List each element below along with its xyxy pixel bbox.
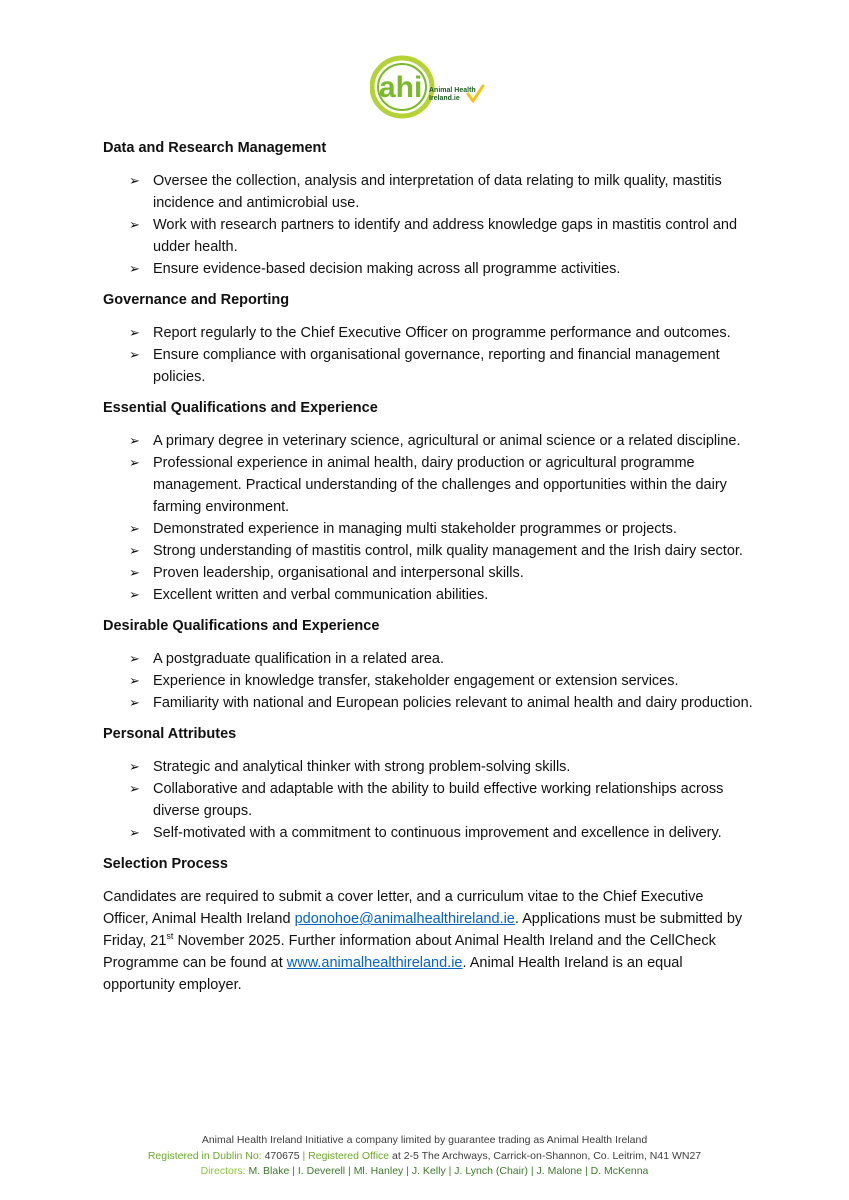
document-body [103, 138, 753, 996]
email-link[interactable]: pdonohoe@animalhealthireland.ie [294, 911, 515, 927]
section-personal-attributes [103, 724, 753, 844]
list-item: ➢ Excellent written and verbal communication abilities. [103, 584, 753, 606]
list-item: ➢ Report regularly to the Chief Executive Officer on programme performance and outcomes. [103, 322, 753, 344]
section-heading: Governance and Reporting [103, 292, 290, 308]
list-item: ➢ Ensure compliance with organisational governance, reporting and financial management policies. [103, 344, 753, 388]
arrow-bullet-icon: ➢ [129, 173, 140, 188]
list-item: ➢ Experience in knowledge transfer, stakeholder engagement or extension services. [103, 670, 753, 692]
section-heading: Personal Attributes [103, 726, 237, 742]
list-item: ➢ Self-motivated with a commitment to continuous improvement and excellence in delivery. [103, 822, 753, 844]
arrow-bullet-icon: ➢ [129, 347, 140, 362]
arrow-bullet-icon: ➢ [129, 759, 140, 774]
footer-registration-line: Registered in Dublin No: 470675 | Registered Office at 2-5 The Archways, Carrick-on-Shannon, Co. Leitrim, N41 WN27 [147, 1149, 702, 1162]
selection-paragraph: Candidates are required to submit a cover letter, and a curriculum vitae to the Chief Executive Officer, Animal Health Ireland pdonohoe@animalhealthireland.ie. Applications must be submitted by Friday, 21st November 2025. Further information about Animal Health Ireland and the CellCheck Programme can be found at www.animalhealthireland.ie. Animal Health Ireland is an equal opportunity employer. [103, 889, 743, 993]
arrow-bullet-icon: ➢ [129, 825, 140, 840]
list-item: ➢ Familiarity with national and European policies relevant to animal health and dairy production. [103, 692, 753, 714]
section-heading: Selection Process [103, 856, 228, 872]
bullet-list [103, 756, 753, 844]
list-item: ➢ Professional experience in animal health, dairy production or agricultural programme management. Practical understanding of the challenges and opportunities within the dairy farming environment. [103, 452, 753, 518]
footer-company-line: Animal Health Ireland Initiative a company limited by guarantee trading as Animal Health Ireland [201, 1134, 648, 1146]
arrow-bullet-icon: ➢ [129, 261, 140, 276]
bullet-list [103, 322, 753, 388]
logo-mark: ahi [379, 71, 423, 104]
section-selection-process [103, 854, 753, 996]
bullet-list [103, 170, 753, 280]
list-item: ➢ Strategic and analytical thinker with strong problem-solving skills. [103, 756, 753, 778]
section-essential-qualifications [103, 398, 753, 606]
ahi-logo [370, 54, 488, 120]
arrow-bullet-icon: ➢ [129, 673, 140, 688]
list-item: ➢ Demonstrated experience in managing multi stakeholder programmes or projects. [103, 518, 753, 540]
bullet-list [103, 648, 753, 714]
logo-line1: Animal Health [429, 87, 476, 94]
logo-line2: Ireland.ie [429, 95, 460, 102]
arrow-bullet-icon: ➢ [129, 543, 140, 558]
footer-directors-line: Directors: M. Blake | I. Deverell | Ml. Hanley | J. Kelly | J. Lynch (Chair) | J. Malone | D. McKenna [200, 1165, 649, 1177]
section-heading: Essential Qualifications and Experience [103, 400, 378, 416]
arrow-bullet-icon: ➢ [129, 587, 140, 602]
list-item: ➢ Proven leadership, organisational and interpersonal skills. [103, 562, 753, 584]
arrow-bullet-icon: ➢ [129, 521, 140, 536]
page-footer [0, 1133, 849, 1180]
section-governance [103, 290, 753, 388]
section-heading: Desirable Qualifications and Experience [103, 618, 380, 634]
arrow-bullet-icon: ➢ [129, 433, 140, 448]
arrow-bullet-icon: ➢ [129, 695, 140, 710]
arrow-bullet-icon: ➢ [129, 325, 140, 340]
list-item: ➢ Oversee the collection, analysis and interpretation of data relating to milk quality, mastitis incidence and antimicrobial use. [103, 170, 753, 214]
list-item: ➢ Work with research partners to identify and address knowledge gaps in mastitis control and udder health. [103, 214, 753, 258]
arrow-bullet-icon: ➢ [129, 781, 140, 796]
arrow-bullet-icon: ➢ [129, 217, 140, 232]
list-item: ➢ A postgraduate qualification in a related area. [103, 648, 753, 670]
list-item: ➢ A primary degree in veterinary science, agricultural or animal science or a related discipline. [103, 430, 753, 452]
arrow-bullet-icon: ➢ [129, 455, 140, 470]
list-item: ➢ Ensure evidence-based decision making across all programme activities. [103, 258, 753, 280]
website-link[interactable]: www.animalhealthireland.ie [286, 955, 463, 971]
section-heading: Data and Research Management [103, 140, 327, 156]
section-data-research [103, 138, 753, 280]
section-desirable-qualifications [103, 616, 753, 714]
bullet-list [103, 430, 753, 606]
list-item: ➢ Collaborative and adaptable with the ability to build effective working relationships across diverse groups. [103, 778, 753, 822]
list-item: ➢ Strong understanding of mastitis control, milk quality management and the Irish dairy sector. [103, 540, 753, 562]
arrow-bullet-icon: ➢ [129, 651, 140, 666]
arrow-bullet-icon: ➢ [129, 565, 140, 580]
